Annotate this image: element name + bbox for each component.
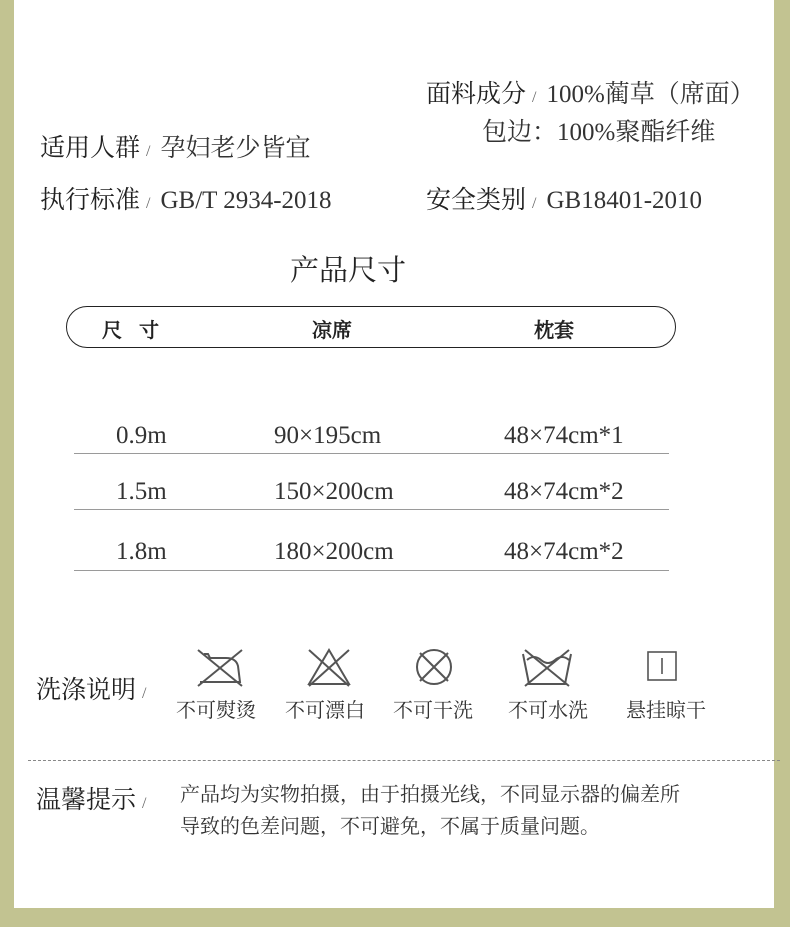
tip-label: 温馨提示 <box>36 787 137 814</box>
table-cell: 48×74cm*2 <box>504 538 624 565</box>
table-cell: 1.8m <box>116 538 167 565</box>
header-pillowcase: 枕套 <box>534 320 574 342</box>
material-edging: 包边：100%聚酯纤维 <box>482 119 716 146</box>
material-row <box>426 74 755 110</box>
separator: / <box>146 143 151 160</box>
standard-label: 执行标准 <box>40 187 141 214</box>
safety-label: 安全类别 <box>426 187 527 214</box>
header-mat: 凉席 <box>312 320 352 342</box>
audience-label: 适用人群 <box>40 135 141 162</box>
no-wash-icon <box>519 646 575 688</box>
care-item-label: 不可熨烫 <box>176 700 256 722</box>
care-item-label: 悬挂晾干 <box>626 700 706 722</box>
separator: / <box>532 195 537 212</box>
separator: / <box>146 195 151 212</box>
standard-row <box>40 180 332 216</box>
hang-dry-icon <box>634 646 690 688</box>
header-size: 尺 寸 <box>102 320 165 342</box>
care-row <box>36 670 156 706</box>
table-cell: 0.9m <box>116 422 167 449</box>
safety-row <box>426 180 702 216</box>
standard-value: GB/T 2934-2018 <box>160 187 332 214</box>
care-item-label: 不可漂白 <box>285 700 365 722</box>
audience-value: 孕妇老少皆宜 <box>160 135 311 162</box>
no-iron-icon <box>192 646 248 688</box>
table-cell: 150×200cm <box>274 478 394 505</box>
material-fabric: 100%蔺草（席面） <box>546 81 755 108</box>
safety-value: GB18401-2010 <box>546 187 703 214</box>
table-cell: 48×74cm*1 <box>504 422 624 449</box>
row-divider <box>74 509 669 510</box>
table-cell: 48×74cm*2 <box>504 478 624 505</box>
care-label: 洗涤说明 <box>36 677 137 704</box>
material-label: 面料成分 <box>426 81 527 108</box>
spec-sheet <box>14 0 774 908</box>
row-divider <box>74 570 669 571</box>
audience-row <box>40 128 310 164</box>
size-section-title: 产品尺寸 <box>290 255 407 287</box>
separator: / <box>142 795 147 812</box>
separator: / <box>142 685 147 702</box>
care-item-label: 不可水洗 <box>508 700 588 722</box>
row-divider <box>74 453 669 454</box>
tip-row <box>36 780 156 816</box>
no-dry-clean-icon <box>406 646 462 688</box>
separator: / <box>532 89 537 106</box>
divider <box>28 760 780 761</box>
table-cell: 180×200cm <box>274 538 394 565</box>
table-cell: 90×195cm <box>274 422 382 449</box>
tip-line-2: 导致的色差问题，不可避免，不属于质量问题。 <box>180 816 600 838</box>
no-bleach-icon <box>301 646 357 688</box>
table-cell: 1.5m <box>116 478 167 505</box>
care-item-label: 不可干洗 <box>393 700 473 722</box>
tip-line-1: 产品均为实物拍摄，由于拍摄光线，不同显示器的偏差所 <box>180 784 680 806</box>
